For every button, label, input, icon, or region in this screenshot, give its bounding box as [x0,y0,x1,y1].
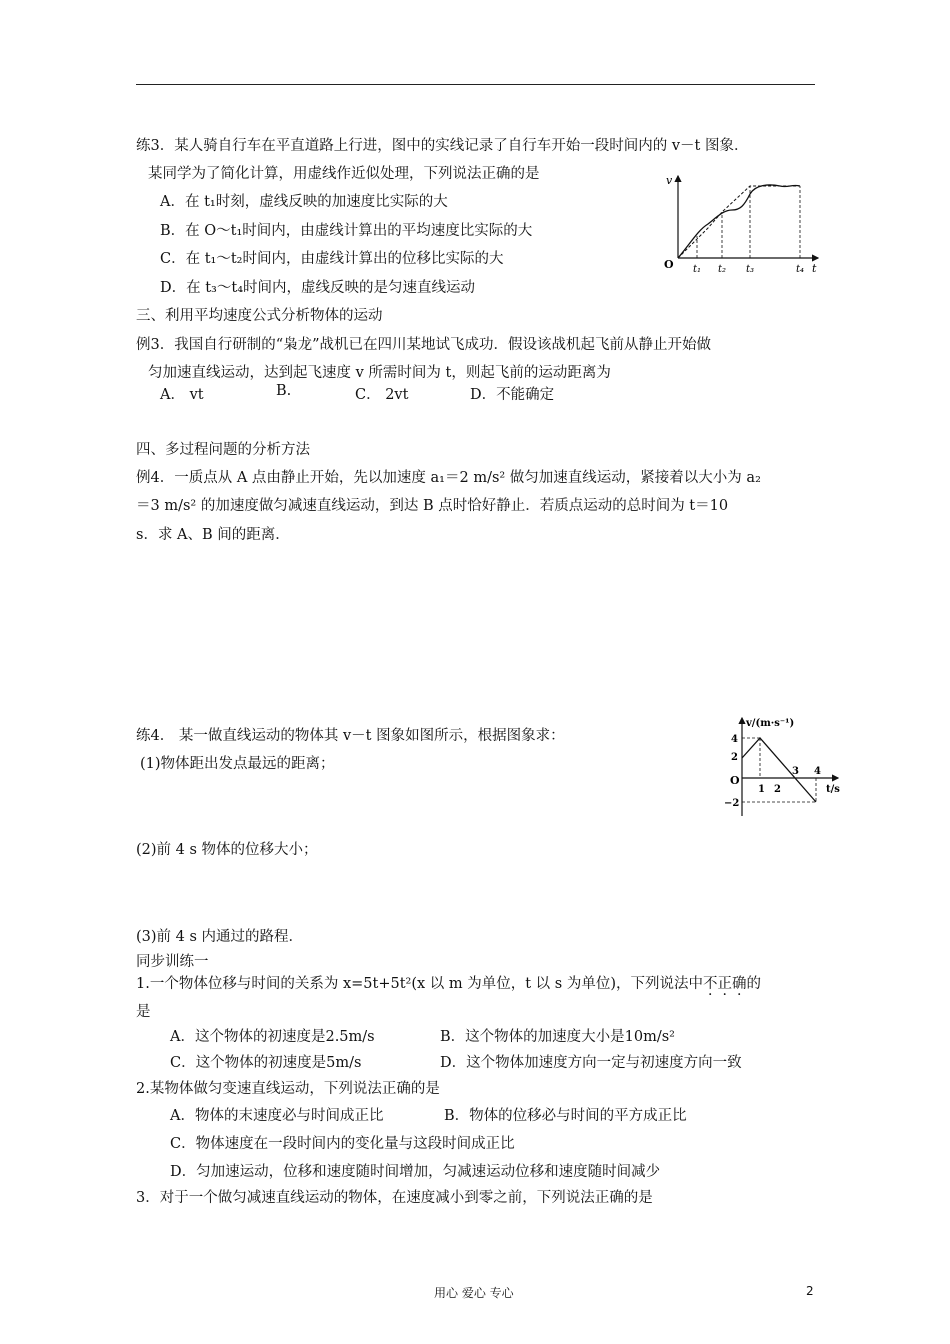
x-tick-1: 1 [758,784,765,795]
example4-line1: 例4．一质点从 A 点由静止开始，先以加速度 a₁＝2 m/s² 做匀加速直线运动，紧接着以大小为 a₂ [136,470,761,486]
practice3-option-c: C．在 t₁～t₂时间内，由虚线计算出的位移比实际的大 [160,251,504,267]
t1-label: t₁ [693,264,702,275]
example3-option-b: B. [276,383,292,399]
footer-motto: 用心 爱心 专心 [434,1286,514,1300]
sync-q1-text: 1.一个物体位移与时间的关系为 x=5t+5t²(x 以 m 为单位，t 以 s 为单位)，下列说法中 [136,976,703,992]
sync-q1-line2: 是 [136,1004,151,1020]
t3-label: t₃ [746,264,755,275]
practice3-option-a: A．在 t₁时刻，虚线反映的加速度比实际的大 [160,194,448,210]
emphasis-char: 确 [732,976,747,992]
example3-line1: 例3．我国自行研制的“枭龙”战机已在四川某地试飞成功．假设该战机起飞前从静止开始做 [136,337,712,353]
origin-label: O [664,258,674,271]
emphasis-char: 不 [703,976,718,992]
sync-q1-option-d: D．这个物体加速度方向一定与初速度方向一致 [440,1055,742,1071]
section3-heading: 三、利用平均速度公式分析物体的运动 [136,308,383,324]
example3-line2: 匀加速直线运动，达到起飞速度 v 所需时间为 t，则起飞前的运动距离为 [148,365,611,381]
t4-label: t₄ [796,264,805,275]
sync-q1-option-a: A．这个物体的初速度是2.5m/s [170,1029,375,1045]
y-tick-4: 4 [731,734,738,745]
header-rule [136,84,815,85]
sync-q2-option-c: C．物体速度在一段时间内的变化量与这段时间成正比 [170,1136,515,1152]
y-tick-neg2: −2 [724,798,740,809]
t-axis-label: t [812,262,817,275]
x-tick-3: 3 [792,766,799,777]
vt-graph-practice3 [660,172,820,276]
sync-q1-line1 [136,972,761,993]
practice3-option-b: B．在 O～t₁时间内，由虚线计算出的平均速度比实际的大 [160,223,533,239]
v-axis-label: v [666,174,673,187]
sync-heading: 同步训练一 [136,954,209,970]
practice3-line2: 某同学为了简化计算，用虚线作近似处理，下列说法正确的是 [148,166,540,182]
sync-q2-option-a: A．物体的末速度必与时间成正比 [170,1108,384,1124]
example3-option-d: D．不能确定 [470,387,555,403]
practice3-line1: 练3．某人骑自行车在平直道路上行进，图中的实线记录了自行车开始一段时间内的 v－t 图象． [136,138,749,154]
practice4-question2: (2)前 4 s 物体的位移大小； [136,842,318,858]
example3-option-c: C． 2vt [355,387,409,403]
t2-label: t₂ [718,264,727,275]
v-axis-label: v/(m·s⁻¹) [746,718,795,729]
section4-heading: 四、多过程问题的分析方法 [136,442,310,458]
practice4-line1: 练4． 某一做直线运动的物体其 v－t 图象如图所示，根据图象求： [136,728,565,744]
sync-q2: 2.某物体做匀变速直线运动，下列说法正确的是 [136,1081,440,1097]
sync-q1-option-c: C．这个物体的初速度是5m/s [170,1055,362,1071]
practice4-question1: (1)物体距出发点最远的距离； [140,756,335,772]
t-axis-label: t/s [826,784,840,795]
example4-line2: ＝3 m/s² 的加速度做匀减速直线运动，到达 B 点时恰好静止．若质点运动的总时间为 t＝10 [136,498,729,514]
sync-q1-option-b: B．这个物体的加速度大小是10m/s² [440,1029,675,1045]
x-tick-4: 4 [814,766,821,777]
y-tick-2: 2 [731,752,738,763]
practice4-question3: (3)前 4 s 内通过的路程． [136,929,304,945]
origin-label: O [730,774,740,787]
approx-dashed-line [678,186,800,258]
vt-graph-practice4 [718,712,848,820]
example3-option-a: A． vt [160,387,204,403]
emphasis-char: 正 [717,976,732,992]
x-tick-2: 2 [774,784,781,795]
sync-q2-option-d: D．匀加速运动，位移和速度随时间增加，匀减速运动位移和速度随时间减少 [170,1164,661,1180]
sync-q2-option-b: B．物体的位移必与时间的平方成正比 [444,1108,687,1124]
sync-q1-tail: 的 [746,976,761,992]
example4-line3: s．求 A、B 间的距离． [136,527,290,543]
page-number: 2 [806,1284,814,1298]
practice3-option-d: D．在 t₃～t₄时间内，虚线反映的是匀速直线运动 [160,280,476,296]
sync-q3: 3．对于一个做匀减速直线运动的物体，在速度减小到零之前，下列说法正确的是 [136,1190,653,1206]
